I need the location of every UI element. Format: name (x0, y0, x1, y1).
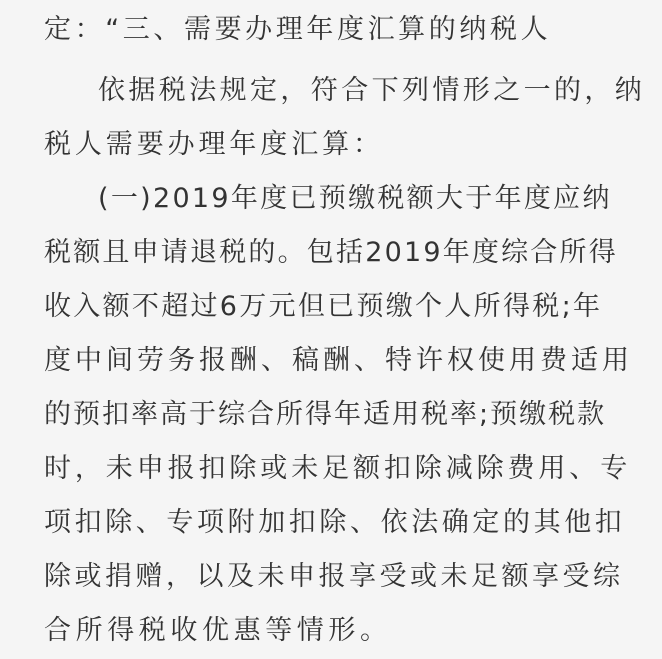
text-line: 收入额不超过6万元但已预缴个人所得税;年 (44, 291, 603, 322)
text-line: 合所得税收优惠等情形。 (44, 615, 392, 646)
text-line: 税额且申请退税的。包括2019年度综合所得 (44, 237, 618, 268)
text-line: 税人需要办理年度汇算： (44, 129, 384, 160)
text-line-item-start: (一)2019年度已预缴税额大于年度应纳 (98, 183, 612, 214)
text-line: 除或捐赠，以及未申报享受或未足额享受综 (44, 561, 624, 592)
text-line: 项扣除、专项附加扣除、依法确定的其他扣 (44, 507, 626, 538)
text-line: 的预扣率高于综合所得年适用税率;预缴税款 (44, 399, 607, 430)
text-line-heading: 定：“三、需要办理年度汇算的纳税人 (44, 14, 552, 45)
text-line: 度中间劳务报酬、稿酬、特许权使用费适用 (44, 345, 633, 376)
text-line: 时，未申报扣除或未足额扣除减除费用、专 (44, 453, 632, 484)
text-line-paragraph-start: 依据税法规定，符合下列情形之一的，纳 (98, 75, 646, 106)
